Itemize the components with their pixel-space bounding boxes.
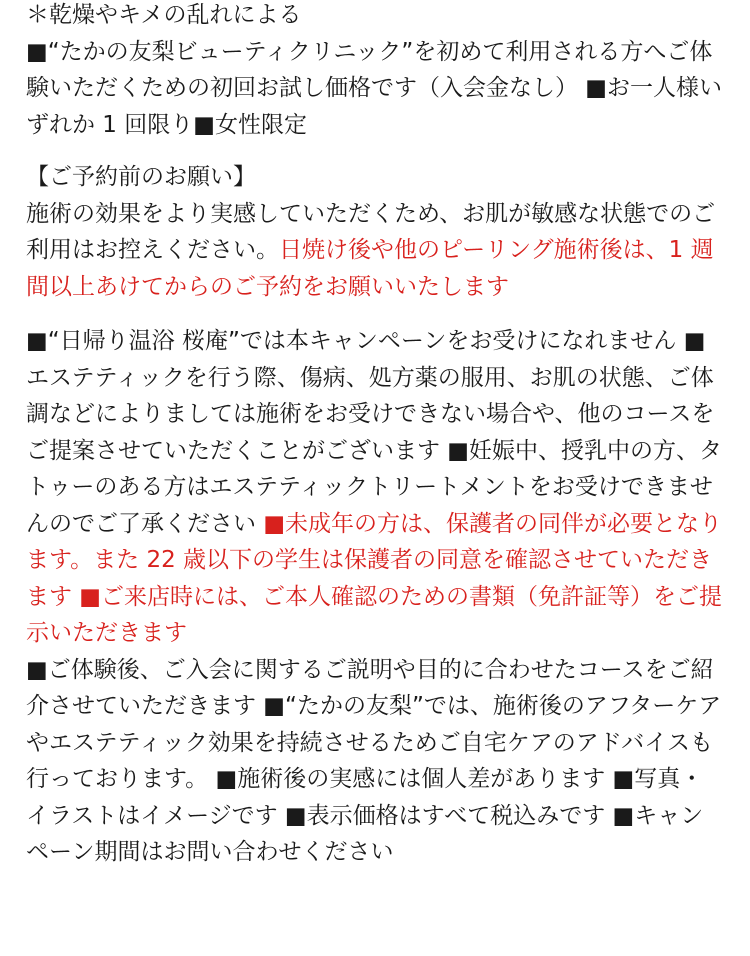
intro-offer-text: ■“たかの友梨ビューティクリニック”を初めて利用される方へご体験いただくための初回お試し価格です（入会金なし） ■お一人様いずれか 1 回限り■女性限定 [26, 38, 723, 138]
reservation-notice [26, 159, 726, 305]
intro-paragraph [26, 0, 726, 143]
intro-line-1: ＊乾燥やキメの乱れによる [26, 2, 302, 28]
notes-additional: ■ご体験後、ご入会に関するご説明や目的に合わせたコースをご紹介させていただきます ■“たかの友梨”では、施術後のアフターケアやエステティック効果を持続させるためご自宅ケアのアドバイスも行っております。 ■施術後の実感には個人差があります ■写真・イラストはイメージです ■表示価格はすべて税込みです ■キャンペーン期間はお問い合わせください [26, 656, 722, 865]
notes-minor-warning: ■未成年の方は、保護者の同伴が必要となります。また 22 歳以下の学生は保護者の同意を確認させていただきます ■ご来店時には、ご本人確認のための書類（免許証等）をご提示いただきます [26, 510, 723, 646]
notes-general: ■“日帰り温浴 桜庵”では本キャンペーンをお受けになれません ■エステティックを行う際、傷病、処方薬の服用、お肌の状態、ご体調などによりましては施術をお受けできない場合や、他のコースをご提案させていただくことがございます ■妊娠中、授乳中の方、タトゥーのある方はエステティックトリートメントをお受けできませんのでご了承ください [26, 328, 723, 537]
notice-body: 施術の効果をより実感していただくため、お肌が敏感な状態でのご利用はお控えください。 [26, 200, 716, 263]
terms-notes [26, 323, 726, 871]
notice-warning: 日焼け後や他のピーリング施術後は、1 週間以上あけてからのご予約をお願いいたします [26, 237, 714, 300]
notice-heading: 【ご予約前のお願い】 [26, 164, 256, 190]
